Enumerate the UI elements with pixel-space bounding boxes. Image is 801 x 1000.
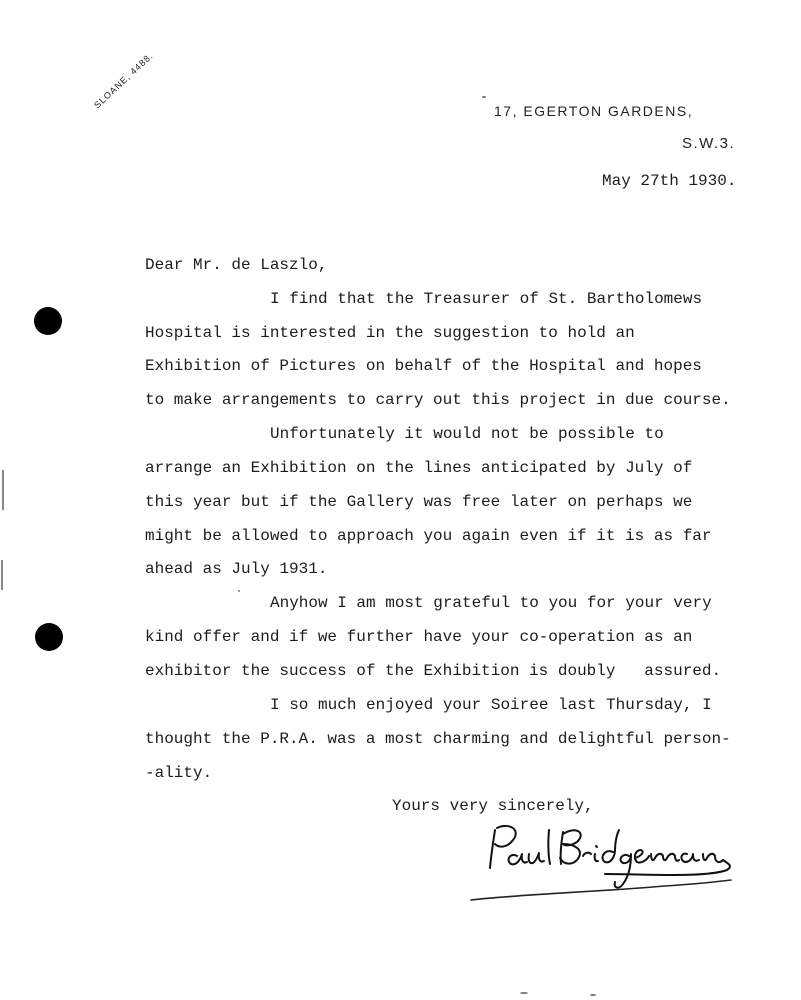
body-line: I find that the Treasurer of St. Bartholomews <box>270 290 703 308</box>
paper-speck <box>238 590 240 592</box>
body-line: this year but if the Gallery was free later on perhaps we <box>145 493 693 511</box>
body-line: -ality. <box>145 764 213 782</box>
punch-hole <box>34 307 62 335</box>
page-edge-mark <box>2 470 4 510</box>
paper-speck <box>482 96 486 98</box>
body-line: arrange an Exhibition on the lines anticipated by July of <box>145 459 693 477</box>
body-line: exhibitor the success of the Exhibition is doubly assured. <box>145 662 722 680</box>
letter-date: May 27th 1930. <box>602 172 737 190</box>
punch-hole <box>35 623 63 651</box>
paper-speck <box>520 992 528 994</box>
body-line: thought the P.R.A. was a most charming and delightful person- <box>145 730 731 748</box>
salutation: Dear Mr. de Laszlo, <box>145 256 328 274</box>
page-edge-mark <box>1 560 3 590</box>
telephone-stamp: SLOANE, 4488. <box>92 50 156 111</box>
body-line: Unfortunately it would not be possible to <box>270 425 664 443</box>
letterhead-address-line2: S.W.3. <box>682 135 736 152</box>
body-line: might be allowed to approach you again even if it is as far <box>145 527 712 545</box>
closing: Yours very sincerely, <box>392 797 594 815</box>
body-line: to make arrangements to carry out this project in due course. <box>145 391 731 409</box>
paper-speck <box>590 994 596 996</box>
body-line: I so much enjoyed your Soiree last Thursday, I <box>270 696 712 714</box>
body-line: Hospital is interested in the suggestion to hold an <box>145 324 635 342</box>
handwritten-signature <box>465 808 755 908</box>
body-line: kind offer and if we further have your co-operation as an <box>145 628 693 646</box>
body-line: ahead as July 1931. <box>145 560 328 578</box>
letterhead-address-line1: 17, EGERTON GARDENS, <box>494 103 694 119</box>
body-line: Exhibition of Pictures on behalf of the Hospital and hopes <box>145 357 702 375</box>
body-line: Anyhow I am most grateful to you for your very <box>270 594 712 612</box>
